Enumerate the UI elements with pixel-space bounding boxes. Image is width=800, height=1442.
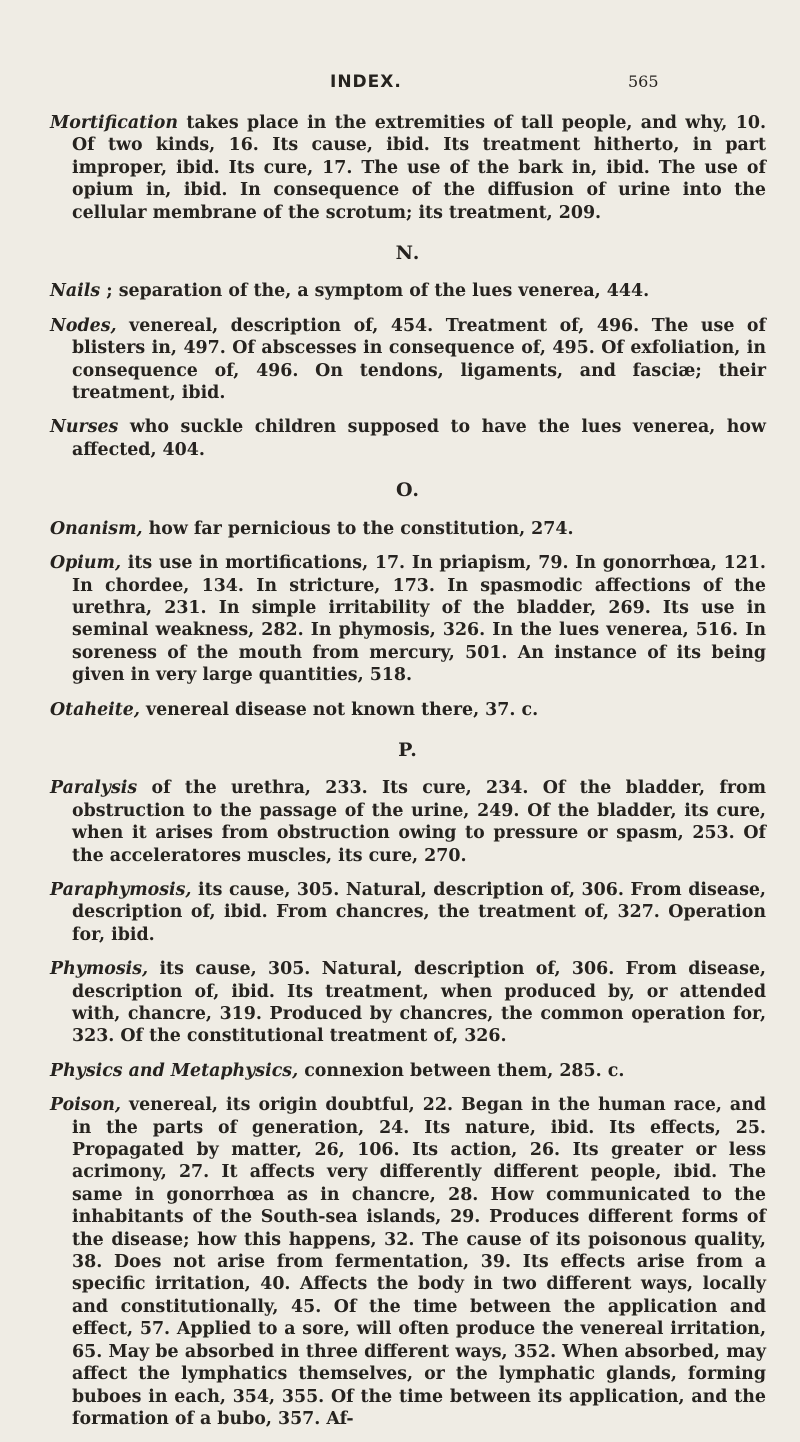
entry-text: venereal disease not known there, 37. c. xyxy=(139,699,539,720)
index-entry xyxy=(50,552,766,686)
entry-text: its cause, 305. Natural, description of, 306. From disease, description of, ibid. Its treatment, when produced by, or attended with, chancre, 319. Produced by chancres, the common operation for, 323. Of the constitutional treatment of, 326. xyxy=(72,959,766,1047)
entry-term: Paralysis xyxy=(50,778,138,799)
entry-text: connexion between them, 285. c. xyxy=(298,1060,625,1081)
entry-term: Nurses xyxy=(50,417,119,438)
index-entry xyxy=(50,699,766,721)
index-entry xyxy=(50,879,766,946)
entry-term: Nails xyxy=(50,281,101,302)
entry-term: Physics and Metaphysics, xyxy=(50,1060,299,1081)
index-entry xyxy=(50,315,766,405)
page-number: 565 xyxy=(628,72,659,91)
entry-term: Paraphymosis, xyxy=(50,879,192,900)
section-letter-heading: O. xyxy=(395,479,421,502)
entry-term: Opium, xyxy=(50,553,122,574)
entry-term: Onanism, xyxy=(50,518,143,539)
index-entry xyxy=(50,958,766,1048)
entry-text: its use in mortifications, 17. In priapism, 79. In gonorrhœa, 121. In chordee, 134. In stricture, 173. In spasmodic affections of the urethra, 231. In simple irritability of the bladder, 269. Its use in seminal weakness, 282. In phymosis, 326. In the lues venerea, 516. In soreness of the mouth from mercury, 501. An instance of its being given in very large quantities, 518. xyxy=(72,553,766,686)
section-letter-heading: P. xyxy=(398,738,418,761)
entry-text: venereal, description of, 454. Treatment of, 496. The use of blisters in, 497. Of abscesses in consequence of, 495. Of exfoliation, in consequence of, 496. On tendons, ligaments, and fasciæ; their treatment, ibid. xyxy=(72,315,766,404)
page-title: INDEX. xyxy=(330,72,402,92)
entry-term: Otaheite, xyxy=(50,699,140,720)
index-entry xyxy=(50,1094,766,1430)
entry-text: how far pernicious to the constitution, 274. xyxy=(142,518,574,539)
index-entry xyxy=(50,777,766,867)
entry-term: Nodes, xyxy=(50,315,117,336)
entry-term: Mortification xyxy=(50,113,179,133)
entry-text: takes place in the extremities of tall people, and why, 10. Of two kinds, 16. Its cause, ibid. Its treatment hitherto, in part improper, ibid. Its cure, 17. The use of the bark in, ibid. The use of opium in, ibid. In consequence of the diffusion of urine into the cellular membrane of the scrotum; its treatment, 209. xyxy=(72,113,766,223)
index-entry xyxy=(50,280,766,302)
entry-text: who suckle children supposed to have the lues venerea, how affected, 404. xyxy=(72,417,766,460)
section-letter-heading: N. xyxy=(395,242,421,265)
index-entry xyxy=(50,112,766,224)
entry-text: ; separation of the, a symptom of the lues venerea, 444. xyxy=(100,281,650,302)
entry-text: its cause, 305. Natural, description of, 306. From disease, description of, ibid. From chancres, the treatment of, 327. Operation for, ibid. xyxy=(72,879,766,945)
running-head xyxy=(0,72,800,102)
index-entry xyxy=(50,416,766,461)
entry-term: Phymosis, xyxy=(50,959,149,980)
index-entry xyxy=(50,518,766,540)
index-entry xyxy=(50,1060,766,1082)
entry-term: Poison, xyxy=(50,1095,121,1116)
entry-text: of the urethra, 233. Its cure, 234. Of the bladder, from obstruction to the passage of the urine, 249. Of the bladder, its cure, when it arises from obstruction owing to pressure or spasm, 253. Of the acceleratores muscles, its cure, 270. xyxy=(72,778,766,866)
entry-text: venereal, its origin doubtful, 22. Began in the human race, and in the parts of generation, 24. Its nature, ibid. Its effects, 25. Propagated by matter, 26, 106. Its action, 26. Its greater or less acrimony, 27. It affects very differently different people, ibid. The same in gonorrhœa as in chancre, 28. How communicated to the inhabitants of the South-sea islands, 29. Produces different forms of the disease; how this happens, 32. The cause of its poisonous quality, 38. Does not arise from fermentation, 39. Its effects arise from a specific irritation, 40. Affects the body in two different ways, locally and constitutionally, 45. Of the time between the application and effect, 57. Applied to a sore, will often produce the venereal irritation, 65. May be absorbed in three different ways, 352. When absorbed, may affect the lymphatics themselves, or the lymphatic glands, forming buboes in each, 354, 355. Of the time between its application, and the formation of a bubo, 357. Af- xyxy=(72,1095,766,1429)
index-content xyxy=(50,112,766,1442)
